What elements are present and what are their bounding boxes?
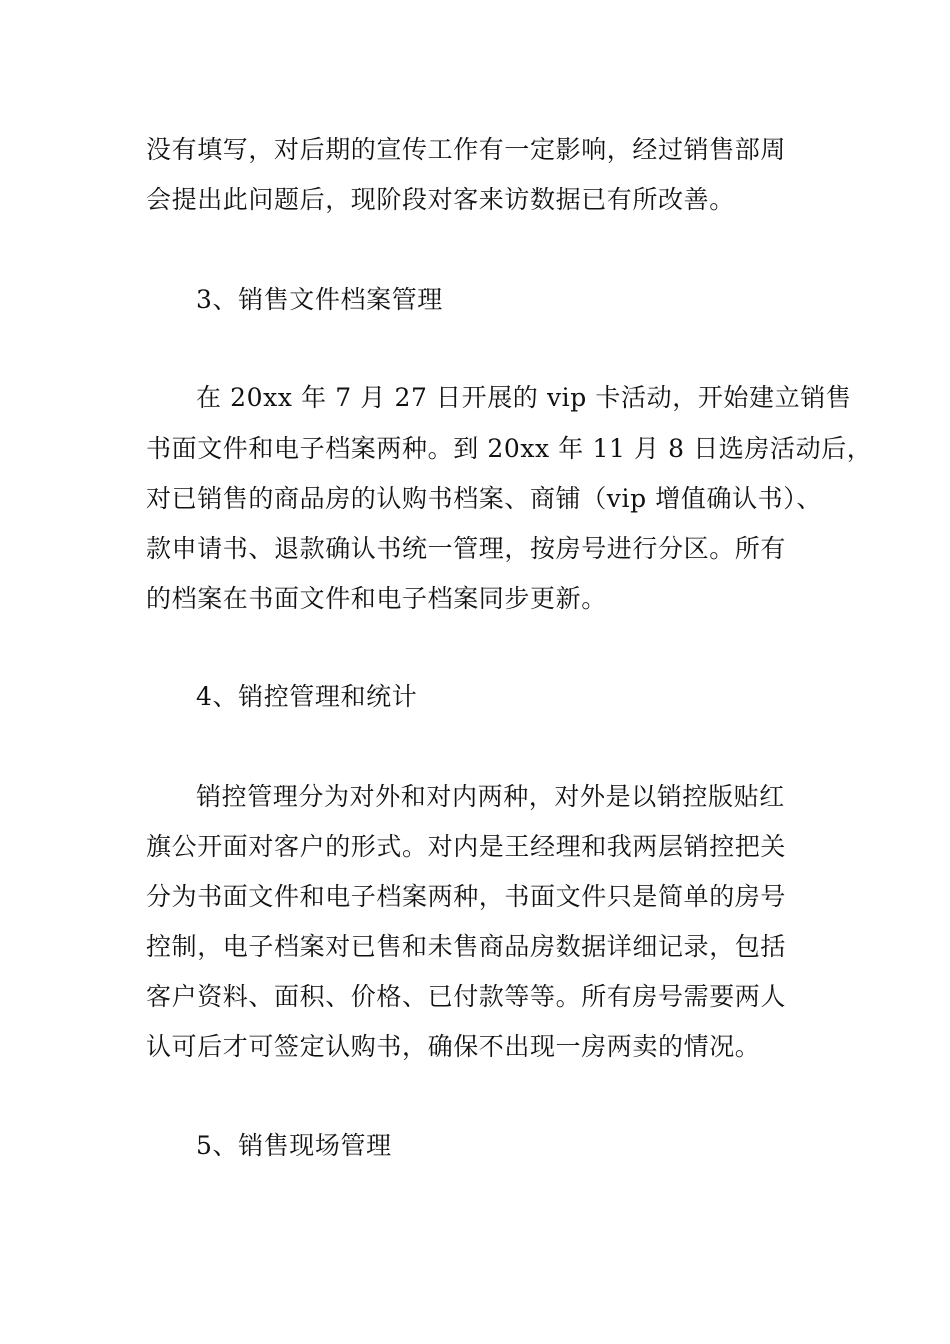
paragraph-line: 在 20xx 年 7 月 27 日开展的 vip 卡活动，开始建立销售	[196, 383, 852, 412]
section-heading: 5、销售现场管理	[196, 1131, 392, 1160]
paragraph-line: 分为书面文件和电子档案两种，书面文件只是简单的房号	[146, 882, 787, 911]
paragraph-line: 旗公开面对客户的形式。对内是王经理和我两层销控把关	[146, 832, 787, 861]
paragraph-line: 的档案在书面文件和电子档案同步更新。	[146, 584, 607, 613]
section-heading: 4、销控管理和统计	[196, 682, 418, 711]
paragraph-line: 销控管理分为对外和对内两种，对外是以销控版贴红	[196, 782, 785, 811]
paragraph-line: 没有填写，对后期的宣传工作有一定影响，经过销售部周	[146, 135, 787, 164]
paragraph-line: 会提出此问题后，现阶段对客来访数据已有所改善。	[146, 185, 735, 214]
paragraph-line: 认可后才可签定认购书，确保不出现一房两卖的情况。	[146, 1032, 761, 1061]
paragraph-line: 款申请书、退款确认书统一管理，按房号进行分区。所有	[146, 534, 787, 563]
paragraph-line: 控制，电子档案对已售和未售商品房数据详细记录，包括	[146, 932, 787, 961]
paragraph-line: 对已销售的商品房的认购书档案、商铺（vip 增值确认书）、	[146, 484, 822, 513]
paragraph-line: 书面文件和电子档案两种。到 20xx 年 11 月 8 日选房活动后，	[146, 434, 873, 463]
section-heading: 3、销售文件档案管理	[196, 285, 443, 314]
paragraph-line: 客户资料、面积、价格、已付款等等。所有房号需要两人	[146, 982, 787, 1011]
